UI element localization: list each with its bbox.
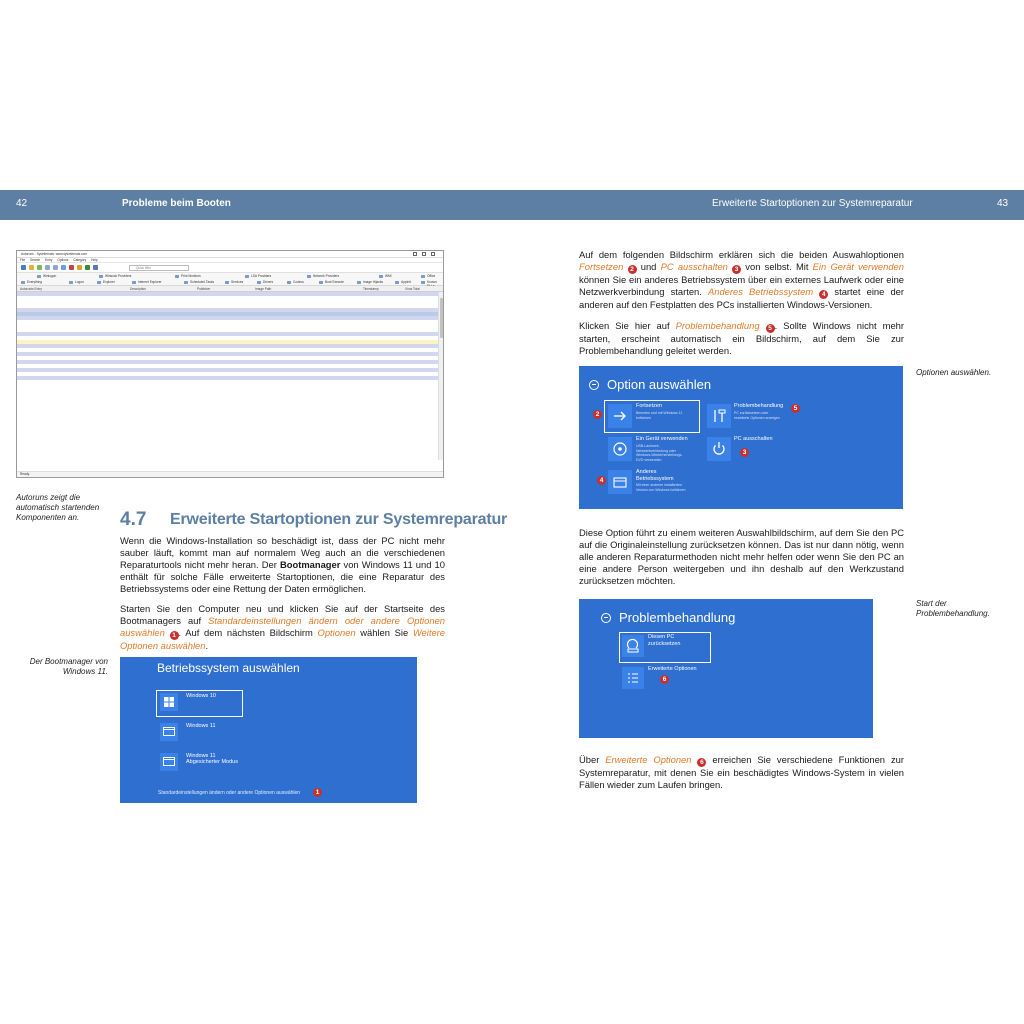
tab-office[interactable]: Office (421, 274, 435, 278)
virustotal-icon[interactable] (85, 265, 90, 270)
tab-print-monitors[interactable]: Print Monitors (175, 274, 201, 278)
col-description[interactable]: Description (130, 287, 146, 291)
open-icon[interactable] (29, 265, 34, 270)
tile-sublabel: PC zurücksetzen oder erweiterte Optionen anzeigen (734, 411, 780, 420)
tile-sublabel: Beenden und mit Windows 11 fortfahren (636, 411, 683, 420)
section-title: Erweiterte Startoptionen zur Systemreparatur (170, 511, 508, 528)
reset-pc-icon (622, 635, 644, 657)
tab-network-providers[interactable]: Network Providers (307, 274, 339, 278)
tile-label: Fortsetzen (636, 403, 662, 409)
marker-badge: 1 (170, 631, 179, 640)
marker-badge: 2 (593, 410, 602, 419)
tile-sublabel: USB-Laufwerk, Netzwerkverbindung oder Windows-Wiederherstellungs-DVD verwenden (636, 444, 683, 462)
monitor-icon (160, 723, 178, 741)
power-icon (707, 437, 731, 461)
back-arrow-icon[interactable] (589, 380, 599, 390)
troubleshoot-screenshot (579, 599, 873, 738)
tile-label: Anderes Betriebssystem (636, 469, 674, 482)
save-icon[interactable] (21, 265, 26, 270)
tab-explorer[interactable]: Explorer (97, 280, 115, 284)
caption-autoruns: Autoruns zeigt die automatisch startenden Komponenten an. (16, 493, 100, 522)
menu-file[interactable]: File (20, 258, 26, 262)
back-arrow-icon[interactable] (601, 613, 611, 623)
tab-wmi[interactable]: WMI (379, 274, 392, 278)
running-header (0, 190, 1024, 220)
tile-sublabel: Mit einer anderen installierten Version von Windows fortfahren (636, 483, 686, 492)
marker-badge: 6 (697, 758, 706, 767)
troubleshoot-screen-title: Problembehandlung (619, 610, 736, 625)
tile-label: Diesen PC zurücksetzen (648, 634, 681, 647)
option-select-screenshot (579, 366, 903, 509)
left-paragraph-1: Wenn die Windows-Installation so beschädigt ist, dass der PC nicht mehr sauber läuft, kommt man auf normalem Weg auch an die verschiedenen Reparaturtools nicht mehr heran. Der Bootmanager von Windows 11 und 10 enthält für solche Fälle erweiterte Startoptionen, die eine Reparatur des Betriebssystems oder eine Rettung der Daten ermöglichen. (120, 535, 445, 594)
section-number: 4.7 (120, 509, 147, 530)
windows-stack-icon (608, 470, 632, 494)
right-paragraph-3: Diese Option führt zu einem weiteren Auswahlbildschirm, auf dem Sie den PC auf die Originaleinstellung zurücksetzen können. Das ist nur dann nötig, wenn alle anderen Reparaturmethoden nicht mehr helfen oder wenn Sie den PC an eine andere Person weitergeben und ihn deshalb auf den Werkzustand zurücksetzen möchten. (579, 527, 904, 586)
autoruns-screenshot (16, 250, 444, 478)
tab-boot-execute[interactable]: Boot Execute (319, 280, 344, 284)
checklist-icon (622, 667, 644, 689)
tab-everything[interactable]: Everything (21, 280, 42, 284)
boot-change-defaults-link[interactable]: Standardeinstellungen ändern oder andere Optionen auswählen (158, 790, 301, 796)
refresh-icon[interactable] (37, 265, 42, 270)
marker-badge: 4 (819, 290, 828, 299)
minimize-icon[interactable] (413, 252, 417, 256)
tab-codecs[interactable]: Codecs (287, 280, 304, 284)
copy-icon[interactable] (45, 265, 50, 270)
col-virus-total[interactable]: Virus Total (405, 287, 420, 291)
tab-image-hijacks[interactable]: Image Hijacks (357, 280, 383, 284)
menu-entry[interactable]: Entry (45, 258, 53, 262)
autoruns-window-title: Autoruns - Sysinternals: www.sysinternals.com (21, 252, 88, 256)
marker-badge: 2 (628, 265, 637, 274)
windows-logo-icon (160, 693, 178, 711)
left-paragraph-2: Starten Sie den Computer neu und klicken Sie auf der Startseite des Bootmanagers auf Standardeinstellungen ändern oder andere Optionen auswählen 1 . Auf dem nächsten Bildschirm Optionen wählen Sie Weitere Optionen auswählen. (120, 603, 445, 651)
autoruns-tabs (17, 273, 443, 286)
tile-label: Ein Gerät verwenden (636, 436, 688, 442)
tab-known-dlls[interactable]: Known (421, 280, 443, 288)
tab-lsa-providers[interactable]: LSA Providers (245, 274, 271, 278)
autoruns-titlebar (17, 251, 443, 258)
windows-icon[interactable] (93, 265, 98, 270)
tab-logon[interactable]: Logon (69, 280, 84, 284)
properties-icon[interactable] (77, 265, 82, 270)
boot-item-label: Windows 10 (186, 693, 216, 699)
quick-filter-input[interactable]: Quick filter (129, 265, 189, 271)
boot-manager-screenshot (120, 657, 417, 803)
vertical-scrollbar[interactable] (438, 292, 443, 460)
tile-label: Erweiterte Optionen (648, 666, 697, 672)
right-running-title: Erweiterte Startoptionen zur Systemreparatur (712, 198, 913, 209)
boot-item-sublabel: Abgesicherter Modus (186, 759, 238, 765)
tab-winsock-providers[interactable]: Winsock Providers (99, 274, 131, 278)
tile-label: Problembehandlung (734, 403, 784, 409)
marker-badge: 3 (732, 265, 741, 274)
tab-scheduled-tasks[interactable]: Scheduled Tasks (184, 280, 214, 284)
menu-help[interactable]: Help (91, 258, 98, 262)
left-page-number: 42 (16, 198, 28, 209)
right-paragraph-4: Über Erweiterte Optionen 6 erreichen Sie verschiedene Funktionen zur Systemreparatur, mit denen Sie ein beschädigtes Windows-System in vielen Fällen wieder zum Laufen bringen. (579, 754, 904, 790)
marker-badge: 5 (766, 324, 775, 333)
boot-item-label: Windows 11 (186, 753, 216, 759)
scrollbar-thumb[interactable] (440, 298, 443, 338)
col-timestamp[interactable]: Timestamp (363, 287, 379, 291)
menu-category[interactable]: Category (73, 258, 87, 262)
list-item[interactable] (17, 404, 439, 408)
tile-label: PC ausschalten (734, 436, 773, 442)
option-screen-title: Option auswählen (607, 377, 712, 392)
right-paragraph-1: Auf dem folgenden Bildschirm erklären sich die beiden Auswahloptionen Fortsetzen 2 und PC ausschalten 3 von selbst. Mit Ein Gerät verwenden können Sie ein anderes Betriebssystem über ein externes Laufwerk oder eine Netzwerkverbindung starten. Anderes Betriebssystem 4 startet eine der anderen auf den Festplatten des PCs installierten Windows-Versionen. (579, 249, 905, 310)
col-image-path[interactable]: Image Path (255, 287, 272, 291)
find-icon[interactable] (53, 265, 58, 270)
marker-badge: 5 (791, 404, 800, 413)
col-entry[interactable]: Autorunts Entry (20, 287, 42, 291)
col-publisher[interactable]: Publisher (197, 287, 211, 291)
autoruns-entry-list (17, 292, 443, 460)
autoruns-statusbar: Ready. (17, 471, 443, 477)
tab-drivers[interactable]: Drivers (257, 280, 273, 284)
boot-item-label: Windows 11 (186, 723, 216, 729)
jump-icon[interactable] (61, 265, 66, 270)
tab-services[interactable]: Services (225, 280, 243, 284)
right-paragraph-2: Klicken Sie hier auf Problembehandlung 5 . Sollte Windows nicht mehr starten, erscheint automatisch ein Bildschirm, auf dem Sie zur Problembehandlung geleitet werden. (579, 320, 904, 356)
tools-icon (707, 404, 731, 428)
tab-winlogon[interactable]: Winlogon (37, 274, 56, 278)
tab-appinit[interactable]: AppInit (395, 280, 411, 284)
caption-bootmanager: Der Bootmanager von Windows 11. (29, 657, 108, 676)
monitor-icon (160, 753, 178, 771)
caption-option: Optionen auswählen. (916, 368, 992, 377)
device-disc-icon (608, 437, 632, 461)
boot-screen-title: Betriebssystem auswählen (157, 661, 300, 675)
left-running-title: Probleme beim Booten (122, 198, 231, 209)
menu-search[interactable]: Search (30, 258, 41, 262)
tab-internet-explorer[interactable]: Internet Explorer (132, 280, 162, 284)
caption-problem: Start der Problembehandlung. (916, 599, 990, 618)
marker-badge: 6 (660, 675, 669, 684)
marker-badge: 4 (597, 476, 606, 485)
autoruns-toolbar (17, 263, 443, 273)
arrow-right-icon (608, 404, 632, 428)
maximize-icon[interactable] (422, 252, 426, 256)
delete-icon[interactable] (69, 265, 74, 270)
close-icon[interactable] (431, 252, 435, 256)
right-page-number: 43 (997, 198, 1009, 209)
marker-badge: 3 (740, 448, 749, 457)
marker-badge: 1 (313, 788, 322, 797)
menu-options[interactable]: Options (57, 258, 69, 262)
